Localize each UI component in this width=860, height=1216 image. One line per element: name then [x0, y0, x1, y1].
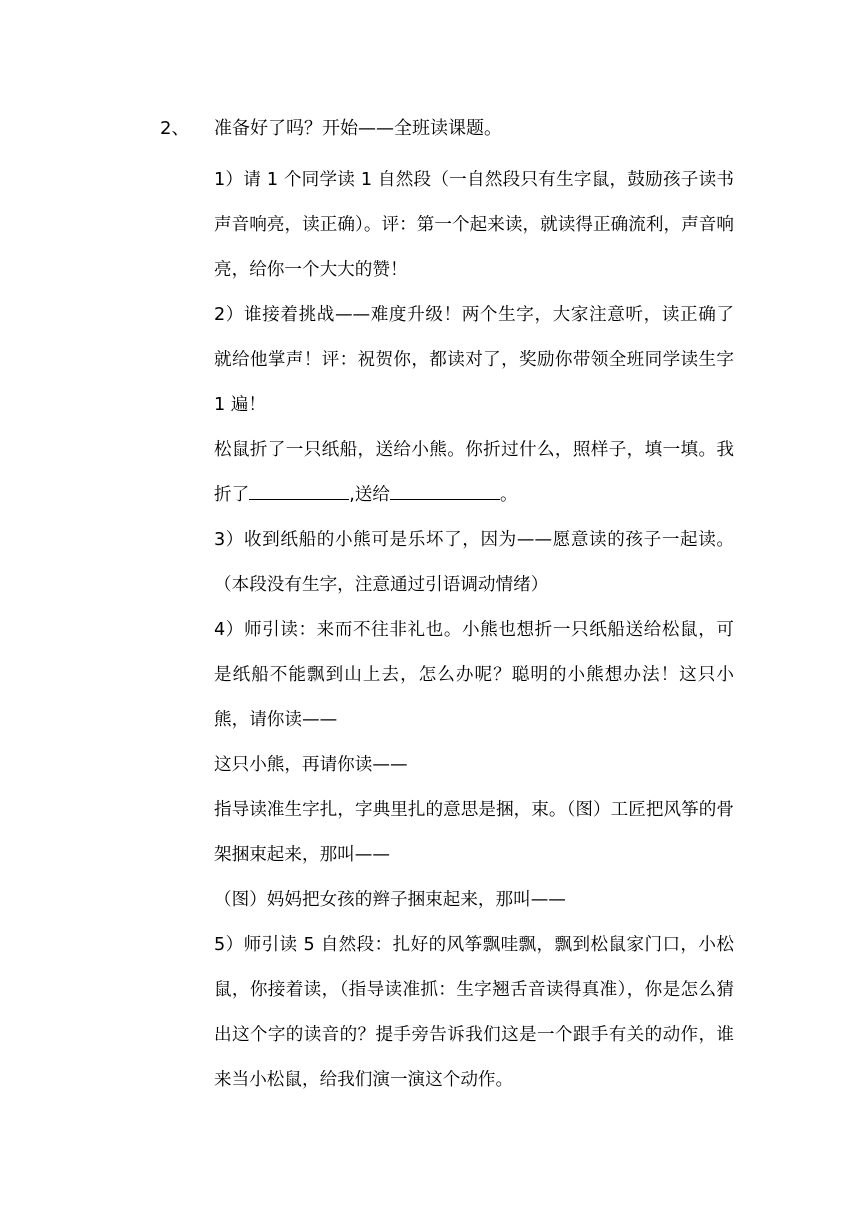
- paragraph-step-3: 3）收到纸船的小熊可是乐坏了，因为——愿意读的孩子一起读。（本段没有生字，注意通过引语调动情绪）: [214, 530, 734, 595]
- paragraph-step-4: 4）师引读：来而不往非礼也。小熊也想折一只纸船送给松鼠，可是纸船不能飘到山上去，怎么办呢？聪明的小熊想办法！这只小熊，请你读——: [214, 620, 734, 730]
- section-title: 准备好了吗？开始——全班读课题。: [214, 118, 502, 139]
- paragraph-step-1: 1）请 1 个同学读 1 自然段（一自然段只有生字鼠，鼓励孩子读书声音响亮，读正确）。评：第一个起来读，就读得正确流利，声音响亮，给你一个大大的赞！: [214, 170, 734, 280]
- paragraph-step-2: 2）谁接着挑战——难度升级！两个生字，大家注意听，读正确了就给他掌声！评：祝贺你，都读对了，奖励你带领全班同学读生字 1 遍！: [214, 305, 734, 415]
- exercise-text-start: 松鼠折了一只纸船，送给小熊。你折过什么，照样子，填一填。我折了: [214, 440, 734, 505]
- section-heading: [160, 114, 740, 144]
- paragraph-fill-in-exercise: [214, 428, 734, 518]
- document-body: [214, 158, 734, 1103]
- paragraph-read-again: 这只小熊，再请你读——: [214, 755, 408, 775]
- paragraph-step-5: 5）师引读 5 自然段：扎好的风筝飘哇飘，飘到松鼠家门口，小松鼠，你接着读，（指导读准抓：生字翘舌音读得真准），你是怎么猜出这个字的读音的？提手旁告诉我们这是一个跟手有关的动作，谁来当小松鼠，给我们演一演这个动作。: [214, 935, 734, 1090]
- section-number: 2、: [160, 118, 190, 139]
- exercise-text-middle: ,送给: [349, 485, 390, 505]
- fill-in-blank-2: [390, 475, 500, 500]
- paragraph-character-guide: 指导读准生字扎，字典里扎的意思是捆，束。（图）工匠把风筝的骨架捆束起来，那叫——: [214, 800, 734, 865]
- exercise-text-end: 。: [499, 485, 518, 505]
- fill-in-blank-1: [249, 475, 349, 500]
- paragraph-picture-prompt: （图）妈妈把女孩的辫子捆束起来，那叫——: [214, 890, 566, 910]
